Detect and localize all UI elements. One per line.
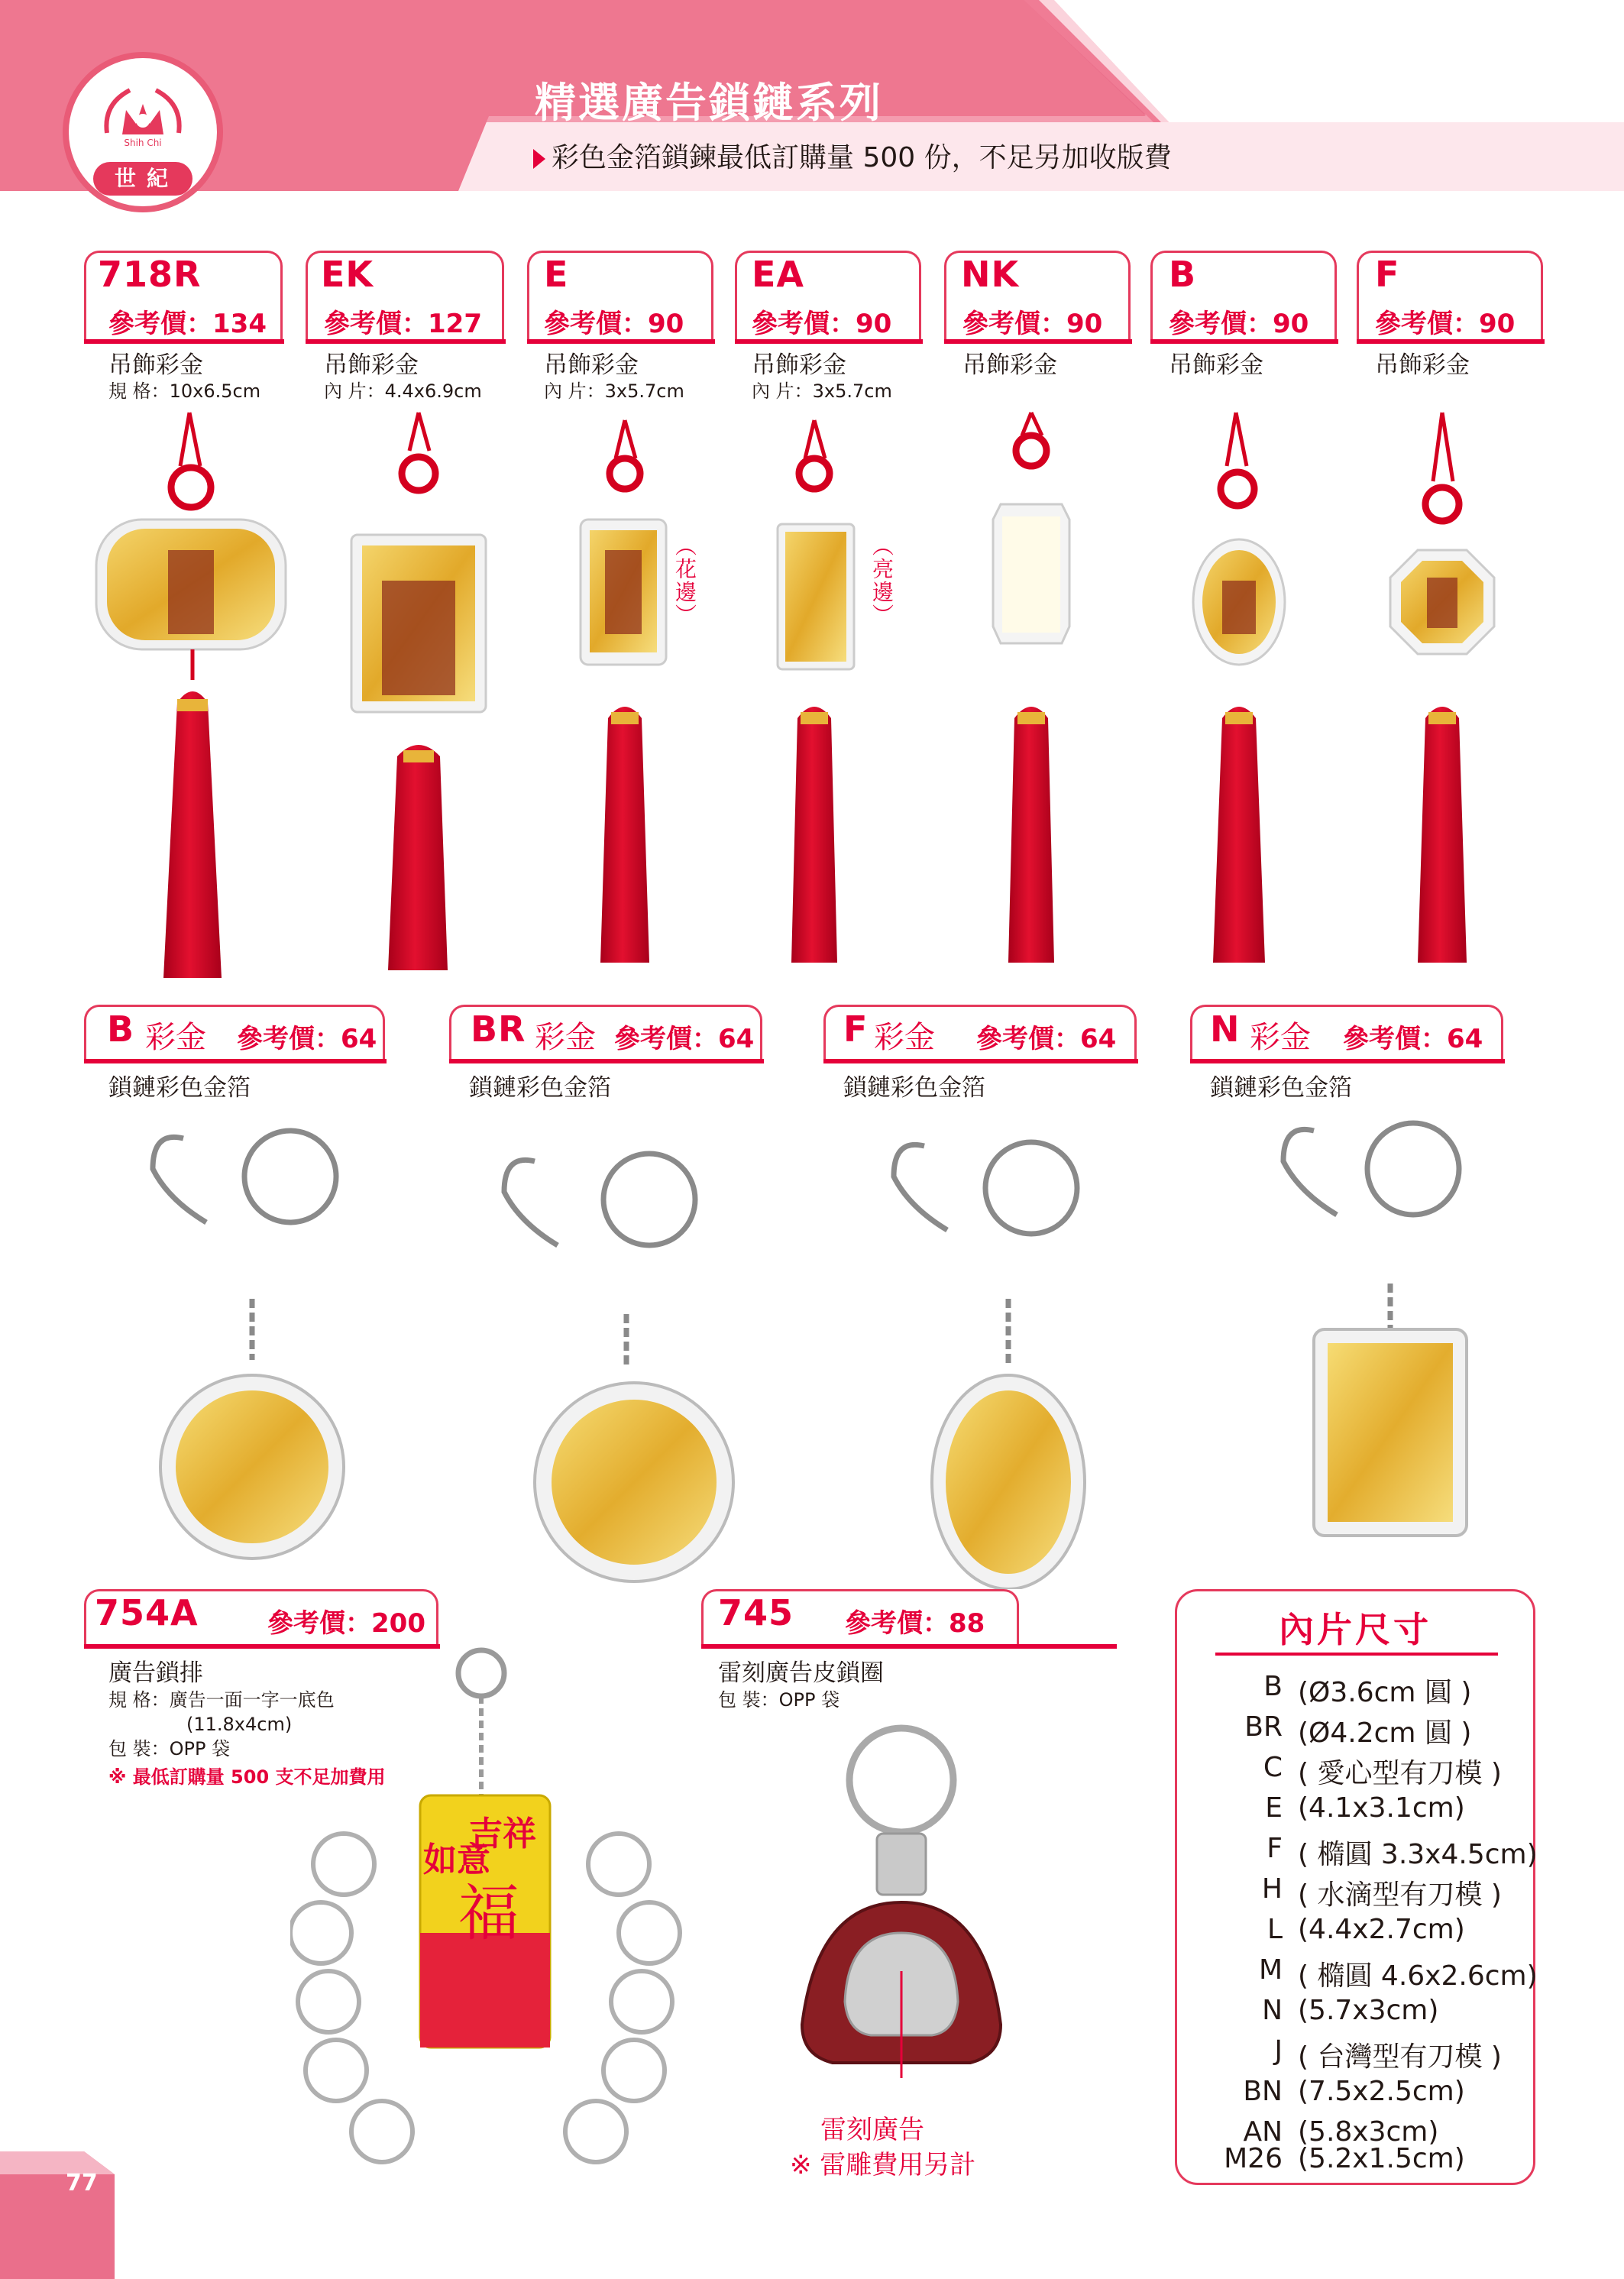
size-value: (7.5x2.5cm): [1298, 2076, 1465, 2107]
product-code: B: [1169, 254, 1197, 295]
product-code: 745: [718, 1592, 794, 1633]
logo-small-text: Shih Chi: [124, 138, 162, 148]
product-pack: 包 裝：OPP 袋: [718, 1689, 840, 1711]
size-value: ( 愛心型有刀模 ): [1298, 1758, 1502, 1789]
product-price: 參考價：90: [752, 309, 892, 339]
page-number: 77: [66, 2170, 98, 2196]
product-name: 鎖鏈彩色金箔: [108, 1074, 251, 1102]
size-value: ( 水滴型有刀模 ): [1298, 1879, 1502, 1911]
product-price: 參考價：64: [976, 1024, 1117, 1054]
size-code: M: [1258, 1954, 1283, 1986]
size-value: (5.2x1.5cm): [1298, 2143, 1465, 2174]
size-value: ( 台灣型有刀模 ): [1298, 2041, 1502, 2073]
size-code: F: [1267, 1833, 1283, 1864]
size-code: BN: [1243, 2076, 1283, 2107]
keychain-n: [1283, 1123, 1467, 1536]
size-row: [1192, 2035, 1529, 2075]
size-code: C: [1263, 1752, 1283, 1783]
product-code: 754A: [95, 1592, 199, 1633]
product-name: 吊飾彩金: [1375, 351, 1470, 379]
product-price: 參考價：127: [324, 309, 482, 339]
size-row: [1192, 1792, 1529, 1832]
product-spec-size: (11.8x4cm): [186, 1714, 293, 1735]
charm-b: [1193, 413, 1285, 963]
charm-ek: [351, 413, 486, 970]
charm-718r: [96, 413, 286, 978]
keychain-br: [504, 1154, 733, 1581]
charm-f: [1390, 413, 1494, 963]
product-spec: 規 格：廣告一面一字一底色: [108, 1689, 335, 1711]
card-b-color-rule: [84, 1059, 387, 1063]
product-price: 參考價：64: [614, 1024, 755, 1054]
product-suffix: 彩金: [535, 1020, 596, 1055]
row2-keychains: [0, 1115, 1624, 1589]
size-code: N: [1262, 1995, 1283, 2026]
size-code: H: [1261, 1873, 1283, 1905]
product-name: 吊飾彩金: [108, 351, 203, 379]
leather-keyring: [787, 1719, 1016, 2101]
product-price: 參考價：90: [544, 309, 684, 339]
rack-card-left: 如意: [423, 1840, 490, 1879]
size-row: [1192, 2143, 1529, 2183]
product-suffix: 彩金: [1250, 1020, 1311, 1055]
size-row: [1192, 1995, 1529, 2035]
size-row: [1192, 1711, 1529, 1751]
laser-note: 雷刻廣告: [820, 2115, 924, 2145]
product-code: E: [544, 254, 569, 295]
product-name: 廣告鎖排: [108, 1659, 203, 1687]
product-suffix: 彩金: [874, 1020, 935, 1055]
size-row: [1192, 1873, 1529, 1913]
product-spec: 規 格：10x6.5cm: [108, 380, 261, 402]
product-code: F: [1375, 254, 1400, 295]
product-name: 吊飾彩金: [324, 351, 419, 379]
product-price: 參考價：64: [1343, 1024, 1483, 1054]
product-spec: 內 片：4.4x6.9cm: [324, 380, 482, 402]
size-value: (Ø4.2cm 圓 ): [1298, 1717, 1472, 1749]
product-price: 參考價：64: [237, 1024, 377, 1054]
product-name: 鎖鏈彩色金箔: [843, 1074, 985, 1102]
charm-nk: [993, 413, 1069, 963]
rack-card-top: 吉祥: [469, 1814, 536, 1853]
size-code: E: [1265, 1792, 1283, 1824]
product-code: N: [1210, 1008, 1241, 1050]
page-title: 精選廣告鎖鏈系列: [535, 79, 883, 127]
laser-fee-note: ※ 雷雕費用另計: [790, 2150, 976, 2180]
card-br-color-rule: [449, 1059, 764, 1063]
product-price: 參考價：88: [845, 1608, 985, 1639]
product-code: EA: [752, 254, 805, 295]
product-name: 吊飾彩金: [544, 351, 639, 379]
logo: [63, 52, 223, 212]
product-spec: 內 片：3x5.7cm: [752, 380, 892, 402]
size-value: (5.7x3cm): [1298, 1995, 1439, 2026]
size-table-rule: [1215, 1653, 1498, 1656]
charm-e: [581, 420, 666, 963]
insert-size-table: [1175, 1589, 1538, 2185]
card-f-color-rule: [823, 1059, 1138, 1063]
product-name: 吊飾彩金: [1169, 351, 1263, 379]
size-code: J: [1274, 2035, 1283, 2067]
card-n-color-rule: [1190, 1059, 1505, 1063]
product-suffix: 彩金: [145, 1020, 206, 1055]
keychain-f: [894, 1142, 1085, 1589]
product-code: B: [107, 1008, 135, 1050]
size-value: ( 橢圓 3.3x4.5cm): [1298, 1839, 1538, 1870]
card-745-rule: [701, 1644, 1117, 1649]
size-row: [1192, 1671, 1529, 1711]
size-code: BR: [1244, 1711, 1283, 1743]
size-row: [1192, 1954, 1538, 1994]
subtitle-text: 彩色金箔鎖鍊最低訂購量 500 份，不足另加收版費: [552, 142, 1172, 173]
product-price: 參考價：90: [962, 309, 1103, 339]
product-spec: 內 片：3x5.7cm: [544, 380, 684, 402]
size-row: [1192, 1752, 1529, 1792]
product-code: BR: [471, 1008, 526, 1050]
size-row: [1192, 1833, 1538, 1873]
product-price: 參考價：200: [267, 1608, 425, 1639]
size-table-title: 內片尺寸: [1279, 1609, 1432, 1650]
size-row: [1192, 2076, 1529, 2116]
size-code: AN: [1243, 2116, 1283, 2148]
product-note: ※ 最低訂購量 500 支不足加費用: [108, 1766, 386, 1788]
product-name: 雷刻廣告皮鎖圈: [718, 1659, 884, 1687]
product-name: 鎖鏈彩色金箔: [469, 1074, 611, 1102]
logo-badge: 世紀: [93, 162, 192, 196]
product-code: NK: [961, 254, 1020, 295]
product-code: EK: [321, 254, 374, 295]
size-code: B: [1263, 1671, 1283, 1702]
product-code: 718R: [98, 254, 202, 295]
size-value: (5.8x3cm): [1298, 2116, 1439, 2148]
edge-type-tag: （亮邊）: [869, 535, 894, 626]
row1-charms: [0, 397, 1624, 978]
size-value: ( 橢圓 4.6x2.6cm): [1298, 1960, 1538, 1992]
size-value: (4.4x2.7cm): [1298, 1914, 1465, 1945]
size-value: (Ø3.6cm 圓 ): [1298, 1677, 1472, 1708]
keychain-b: [153, 1131, 344, 1559]
edge-type-tag: （花邊）: [672, 535, 697, 626]
size-code: M26: [1224, 2143, 1283, 2174]
product-code: F: [843, 1008, 869, 1050]
product-name: 吊飾彩金: [962, 351, 1057, 379]
product-pack: 包 裝：OPP 袋: [108, 1738, 231, 1759]
page-subtitle: [533, 136, 1172, 175]
size-value: (4.1x3.1cm): [1298, 1792, 1465, 1824]
product-price: 參考價：90: [1169, 309, 1309, 339]
rack-card-char: 福: [458, 1878, 519, 1949]
product-name: 鎖鏈彩色金箔: [1210, 1074, 1352, 1102]
size-code: L: [1267, 1914, 1283, 1945]
product-price: 參考價：90: [1375, 309, 1516, 339]
size-row: [1192, 1914, 1529, 1954]
arrow-icon: [533, 149, 545, 169]
charm-ea: [778, 420, 854, 963]
product-price: 參考價：134: [108, 309, 267, 339]
product-name: 吊飾彩金: [752, 351, 846, 379]
